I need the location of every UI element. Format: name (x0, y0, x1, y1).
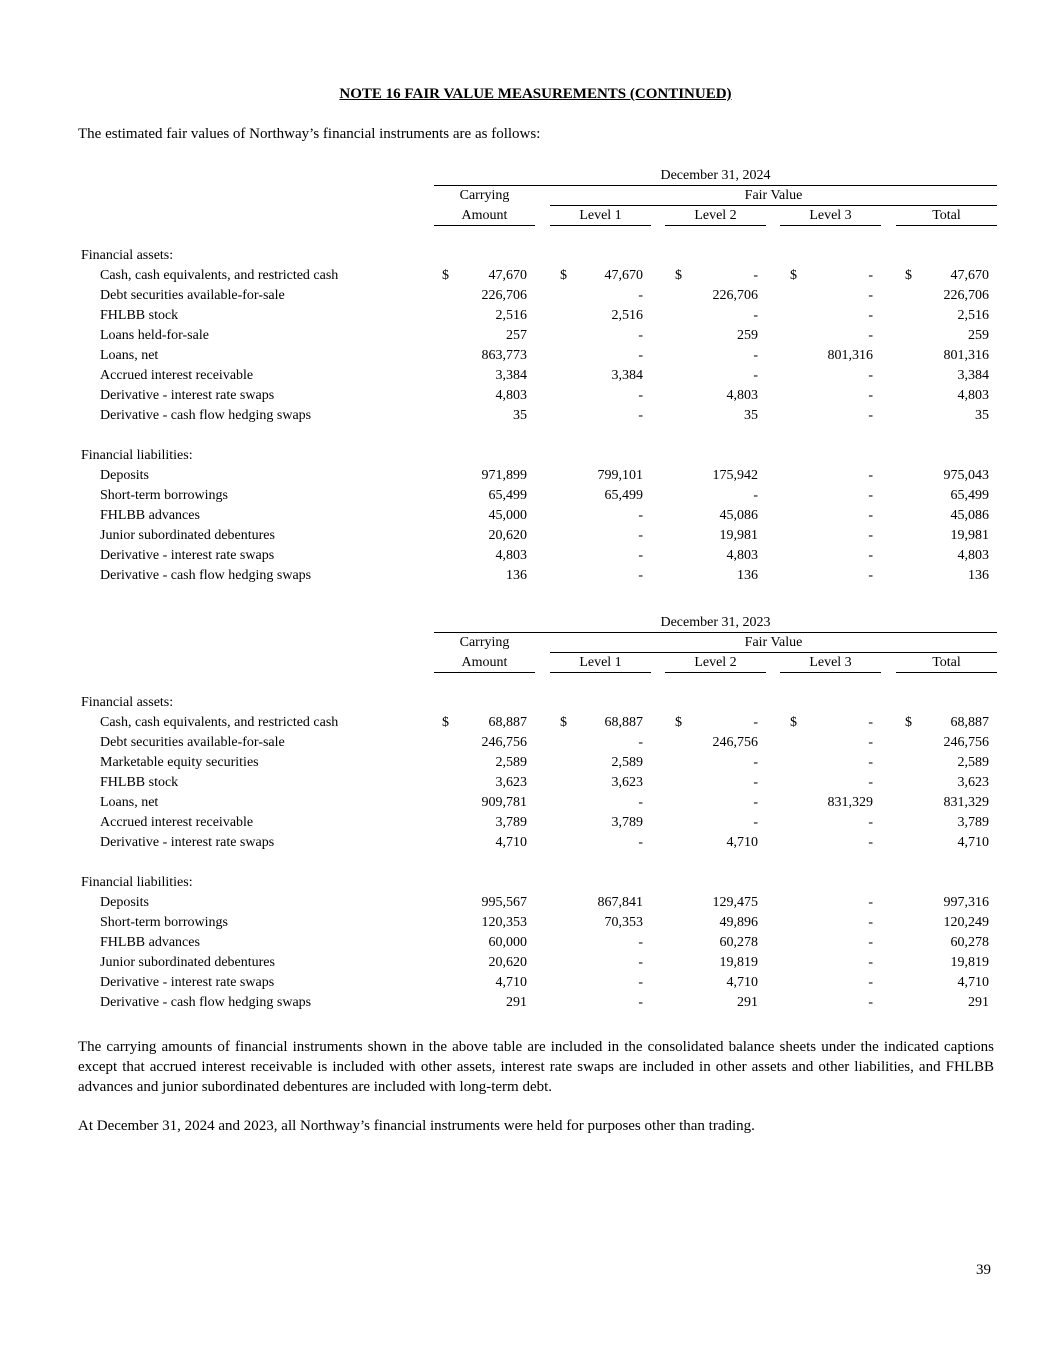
table-row (78, 266, 998, 286)
cell-l1: - (638, 955, 643, 970)
row-label: Cash, cash equivalents, and restricted cash (100, 268, 339, 283)
cell-total: 801,316 (943, 348, 989, 363)
fair-value-header: Fair Value (744, 635, 803, 650)
cell-total: 259 (968, 328, 989, 343)
fair-value-header: Fair Value (744, 188, 803, 203)
table-row (78, 793, 998, 813)
cell-carrying: 995,567 (481, 895, 527, 910)
cell-carrying: 226,706 (481, 288, 527, 303)
cell-l3: - (868, 268, 873, 283)
cell-carrying: 4,803 (495, 388, 527, 403)
row-label: Accrued interest receivable (100, 368, 254, 383)
financial-assets-heading-row (78, 246, 998, 266)
header-date-row (78, 166, 998, 186)
cell-total: 2,589 (957, 755, 989, 770)
cell-l3: - (868, 308, 873, 323)
cell-l2: - (753, 308, 758, 323)
dollar-sign: $ (442, 268, 449, 283)
cell-l1: - (638, 995, 643, 1010)
cell-l2: 129,475 (712, 895, 758, 910)
cell-total: 246,756 (943, 735, 989, 750)
table-row (78, 933, 998, 953)
cell-l1: 65,499 (604, 488, 643, 503)
spacer-row (78, 226, 998, 246)
cell-total: 4,803 (957, 548, 989, 563)
financial-liabilities-heading: Financial liabilities: (81, 875, 193, 890)
row-label: Derivative - interest rate swaps (100, 548, 275, 563)
cell-l1: 2,516 (611, 308, 643, 323)
cell-l3: - (868, 735, 873, 750)
row-label: Loans held-for-sale (100, 328, 209, 343)
row-label: Derivative - cash flow hedging swaps (100, 408, 312, 423)
row-label: Junior subordinated debentures (100, 955, 275, 970)
cell-l1: 47,670 (604, 268, 643, 283)
table-date: December 31, 2023 (660, 615, 771, 630)
cell-l2: 45,086 (719, 508, 758, 523)
dollar-sign: $ (790, 268, 797, 283)
cell-l3: - (868, 915, 873, 930)
table-row (78, 406, 998, 426)
cell-l2: 19,819 (719, 955, 758, 970)
cell-l3: - (868, 775, 873, 790)
table-row (78, 733, 998, 753)
cell-total: 35 (975, 408, 989, 423)
cell-l2: - (753, 368, 758, 383)
fair-value-table-2023 (78, 613, 998, 1013)
cell-l3: - (868, 955, 873, 970)
cell-l1: 867,841 (597, 895, 643, 910)
cell-l3: 831,329 (827, 795, 873, 810)
row-label: FHLBB advances (100, 935, 200, 950)
page-number: 39 (976, 1262, 991, 1278)
table-row (78, 326, 998, 346)
header-columns-row (78, 653, 998, 673)
table-row (78, 386, 998, 406)
row-label: Accrued interest receivable (100, 815, 254, 830)
cell-l1: - (638, 548, 643, 563)
row-label: Deposits (100, 895, 149, 910)
cell-carrying: 2,516 (495, 308, 527, 323)
cell-l3: - (868, 995, 873, 1010)
cell-carrying: 4,710 (495, 835, 527, 850)
cell-total: 3,623 (957, 775, 989, 790)
financial-liabilities-heading-row (78, 873, 998, 893)
cell-total: 45,086 (950, 508, 989, 523)
cell-l2: 4,710 (726, 975, 758, 990)
financial-liabilities-heading-row (78, 446, 998, 466)
table-row (78, 913, 998, 933)
cell-carrying: 4,803 (495, 548, 527, 563)
table-row (78, 753, 998, 773)
cell-carrying: 47,670 (488, 268, 527, 283)
cell-l2: - (753, 348, 758, 363)
cell-carrying: 291 (506, 995, 527, 1010)
spacer-row (78, 853, 998, 873)
table-row (78, 286, 998, 306)
level1-header: Level 1 (579, 208, 622, 223)
cell-l2: - (753, 755, 758, 770)
cell-carrying: 60,000 (488, 935, 527, 950)
table-date: December 31, 2024 (660, 168, 771, 183)
cell-l2: 291 (737, 995, 758, 1010)
level1-header: Level 1 (579, 655, 622, 670)
header-columns-row (78, 206, 998, 226)
table-row (78, 713, 998, 733)
cell-l3: - (868, 528, 873, 543)
cell-l2: - (753, 815, 758, 830)
row-label: Derivative - cash flow hedging swaps (100, 568, 312, 583)
cell-l2: - (753, 775, 758, 790)
cell-l1: - (638, 795, 643, 810)
row-label: FHLBB stock (100, 308, 179, 323)
header-date-row (78, 613, 998, 633)
cell-total: 3,789 (957, 815, 989, 830)
carrying-header: Carrying (459, 188, 510, 203)
cell-carrying: 3,384 (495, 368, 527, 383)
cell-l2: - (753, 795, 758, 810)
cell-l3: - (868, 488, 873, 503)
cell-l3: - (868, 895, 873, 910)
cell-total: 120,249 (943, 915, 989, 930)
cell-l3: - (868, 288, 873, 303)
cell-l1: - (638, 288, 643, 303)
spacer-row (78, 673, 998, 693)
paragraph-carrying-amounts: The carrying amounts of financial instruments shown in the above table are included in the consolidated balance sheets under the indicated captions except that accrued interest receivable is included with other assets, interest rate swaps are included in other assets and other liabilities, and FHLBB advances and junior subordinated debentures are included with long-term debt. (78, 1039, 994, 1095)
table-row (78, 486, 998, 506)
cell-l2: 4,803 (726, 388, 758, 403)
row-label: Derivative - interest rate swaps (100, 388, 275, 403)
row-label: Loans, net (100, 348, 159, 363)
cell-carrying: 3,623 (495, 775, 527, 790)
cell-carrying: 65,499 (488, 488, 527, 503)
financial-assets-heading: Financial assets: (81, 248, 174, 263)
cell-l1: - (638, 935, 643, 950)
cell-l2: 19,981 (719, 528, 758, 543)
cell-l1: 3,789 (611, 815, 643, 830)
cell-l2: - (753, 268, 758, 283)
cell-carrying: 136 (506, 568, 527, 583)
row-label: Derivative - interest rate swaps (100, 975, 275, 990)
dollar-sign: $ (560, 268, 567, 283)
cell-l2: - (753, 488, 758, 503)
dollar-sign: $ (560, 715, 567, 730)
table-row (78, 466, 998, 486)
table-row (78, 773, 998, 793)
cell-l3: - (868, 328, 873, 343)
cell-l1: - (638, 528, 643, 543)
table-row (78, 526, 998, 546)
cell-total: 19,819 (950, 955, 989, 970)
financial-liabilities-heading: Financial liabilities: (81, 448, 193, 463)
cell-total: 136 (968, 568, 989, 583)
cell-carrying: 45,000 (488, 508, 527, 523)
cell-l3: - (868, 715, 873, 730)
cell-carrying: 257 (506, 328, 527, 343)
table-row (78, 953, 998, 973)
cell-total: 831,329 (943, 795, 989, 810)
table-row (78, 346, 998, 366)
cell-l1: 70,353 (604, 915, 643, 930)
cell-total: 975,043 (943, 468, 989, 483)
cell-carrying: 68,887 (488, 715, 527, 730)
intro-text: The estimated fair values of Northway’s financial instruments are as follows: (78, 126, 541, 142)
cell-l2: 259 (737, 328, 758, 343)
cell-total: 997,316 (943, 895, 989, 910)
dollar-sign: $ (442, 715, 449, 730)
dollar-sign: $ (905, 268, 912, 283)
cell-l1: 3,384 (611, 368, 643, 383)
cell-l2: 136 (737, 568, 758, 583)
cell-total: 291 (968, 995, 989, 1010)
table-row (78, 813, 998, 833)
row-label: FHLBB stock (100, 775, 179, 790)
cell-l3: - (868, 935, 873, 950)
cell-carrying: 246,756 (481, 735, 527, 750)
amount-header: Amount (461, 655, 508, 670)
cell-l3: - (868, 815, 873, 830)
cell-l1: 3,623 (611, 775, 643, 790)
cell-l2: 49,896 (719, 915, 758, 930)
cell-l1: 2,589 (611, 755, 643, 770)
table-row (78, 546, 998, 566)
cell-l2: 60,278 (719, 935, 758, 950)
cell-total: 68,887 (950, 715, 989, 730)
total-header: Total (932, 655, 961, 670)
cell-l2: - (753, 715, 758, 730)
row-label: Debt securities available-for-sale (100, 735, 285, 750)
row-label: Marketable equity securities (100, 755, 259, 770)
row-label: Short-term borrowings (100, 915, 228, 930)
cell-carrying: 20,620 (488, 528, 527, 543)
row-label: Junior subordinated debentures (100, 528, 275, 543)
cell-total: 65,499 (950, 488, 989, 503)
cell-l3: 801,316 (827, 348, 873, 363)
row-label: Cash, cash equivalents, and restricted cash (100, 715, 339, 730)
cell-carrying: 863,773 (481, 348, 527, 363)
cell-l3: - (868, 548, 873, 563)
cell-l2: 4,710 (726, 835, 758, 850)
table-row (78, 506, 998, 526)
fair-value-table-2024 (78, 166, 998, 586)
dollar-sign: $ (675, 715, 682, 730)
carrying-header: Carrying (459, 635, 510, 650)
financial-assets-heading-row (78, 693, 998, 713)
cell-l1: - (638, 835, 643, 850)
cell-total: 226,706 (943, 288, 989, 303)
cell-total: 47,670 (950, 268, 989, 283)
cell-l2: 175,942 (712, 468, 758, 483)
cell-l1: 799,101 (597, 468, 643, 483)
cell-carrying: 4,710 (495, 975, 527, 990)
cell-l2: 226,706 (712, 288, 758, 303)
cell-carrying: 20,620 (488, 955, 527, 970)
cell-total: 4,710 (957, 835, 989, 850)
cell-carrying: 35 (513, 408, 527, 423)
row-label: Loans, net (100, 795, 159, 810)
total-header: Total (932, 208, 961, 223)
cell-l1: - (638, 508, 643, 523)
table-row (78, 833, 998, 853)
financial-assets-heading: Financial assets: (81, 695, 174, 710)
level2-header: Level 2 (694, 655, 737, 670)
row-label: Derivative - cash flow hedging swaps (100, 995, 312, 1010)
cell-l1: - (638, 975, 643, 990)
cell-l3: - (868, 468, 873, 483)
cell-l2: 246,756 (712, 735, 758, 750)
cell-l1: - (638, 348, 643, 363)
amount-header: Amount (461, 208, 508, 223)
row-label: Debt securities available-for-sale (100, 288, 285, 303)
row-label: Deposits (100, 468, 149, 483)
cell-total: 60,278 (950, 935, 989, 950)
table-row (78, 893, 998, 913)
cell-carrying: 120,353 (481, 915, 527, 930)
table-row (78, 566, 998, 586)
cell-l3: - (868, 508, 873, 523)
cell-l3: - (868, 408, 873, 423)
level3-header: Level 3 (809, 208, 852, 223)
cell-l3: - (868, 368, 873, 383)
cell-carrying: 2,589 (495, 755, 527, 770)
table-row (78, 366, 998, 386)
cell-l2: 35 (744, 408, 758, 423)
cell-l3: - (868, 568, 873, 583)
cell-total: 2,516 (957, 308, 989, 323)
cell-carrying: 909,781 (481, 795, 527, 810)
cell-l3: - (868, 755, 873, 770)
cell-l3: - (868, 975, 873, 990)
level2-header: Level 2 (694, 208, 737, 223)
dollar-sign: $ (905, 715, 912, 730)
cell-l3: - (868, 835, 873, 850)
table-row (78, 973, 998, 993)
header-group-row (78, 186, 998, 206)
cell-carrying: 3,789 (495, 815, 527, 830)
cell-l2: 4,803 (726, 548, 758, 563)
dollar-sign: $ (675, 268, 682, 283)
table-row (78, 993, 998, 1013)
cell-l1: - (638, 388, 643, 403)
header-group-row (78, 633, 998, 653)
cell-l1: 68,887 (604, 715, 643, 730)
cell-total: 4,803 (957, 388, 989, 403)
cell-total: 3,384 (957, 368, 989, 383)
cell-l1: - (638, 568, 643, 583)
table-row (78, 306, 998, 326)
paragraph-trading: At December 31, 2024 and 2023, all Northway’s financial instruments were held for purposes other than trading. (78, 1118, 755, 1134)
cell-total: 19,981 (950, 528, 989, 543)
cell-carrying: 971,899 (481, 468, 527, 483)
row-label: Derivative - interest rate swaps (100, 835, 275, 850)
cell-l1: - (638, 735, 643, 750)
level3-header: Level 3 (809, 655, 852, 670)
cell-total: 4,710 (957, 975, 989, 990)
cell-l3: - (868, 388, 873, 403)
dollar-sign: $ (790, 715, 797, 730)
cell-l1: - (638, 408, 643, 423)
row-label: FHLBB advances (100, 508, 200, 523)
spacer-row (78, 426, 998, 446)
page-title: NOTE 16 FAIR VALUE MEASUREMENTS (CONTINUED) (339, 86, 732, 102)
row-label: Short-term borrowings (100, 488, 228, 503)
cell-l1: - (638, 328, 643, 343)
